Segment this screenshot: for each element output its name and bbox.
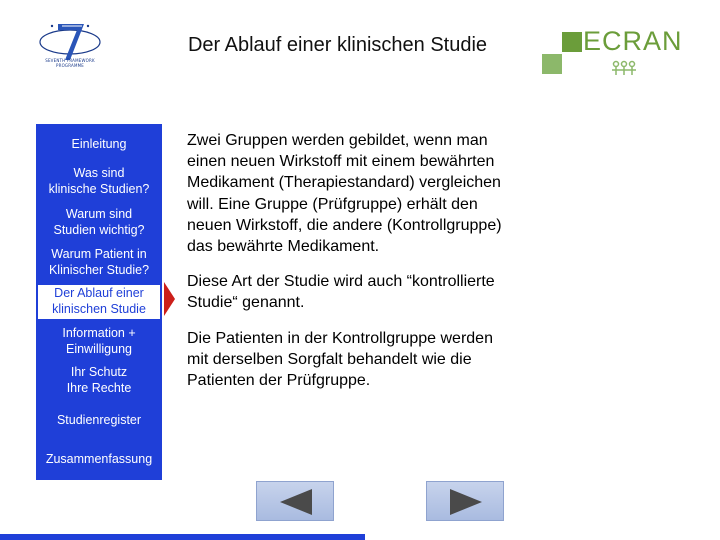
arrow-right-icon <box>446 487 486 517</box>
sidebar-item-warum-patient[interactable] <box>38 246 160 280</box>
sidebar-item-einleitung[interactable] <box>38 136 160 154</box>
sidebar-item-zusammenfassung[interactable] <box>38 451 160 469</box>
main-content <box>187 130 502 405</box>
sidebar-item-studienregister[interactable] <box>38 412 160 430</box>
content-paragraph: Die Patienten in der Kontrollgruppe werden mit derselben Sorgfalt behandelt wie die Patienten der Prüfgruppe. <box>187 329 493 390</box>
content-paragraph: Zwei Gruppen werden gebildet, wenn man einen neuen Wirkstoff mit einem bewährten Medikament (Therapiestandard) vergleichen will. Eine Gruppe (Prüfgruppe) erhält den neuen Wirkstoff, die andere (Kontrollgruppe) das bewährte Medikament. <box>187 132 502 256</box>
sidebar-item-ablauf-active[interactable] <box>38 285 160 319</box>
sidebar-item-information-einwilligung[interactable] <box>38 325 160 359</box>
ecran-logo-text: ECRAN <box>583 26 683 56</box>
sidebar-item-label: Information + Einwilligung <box>62 326 136 356</box>
sidebar-item-label: Studienregister <box>56 413 142 427</box>
next-button[interactable] <box>426 481 504 521</box>
arrow-left-icon <box>276 487 316 517</box>
sidebar-item-warum-sind-studien-wichtig[interactable] <box>38 206 160 240</box>
sidebar-item-label: Warum Patient in Klinischer Studie? <box>48 247 150 277</box>
sidebar-item-label: Was sind klinische Studien? <box>48 166 150 196</box>
slide-title: Der Ablauf einer klinischen Studie <box>187 34 488 56</box>
fp7-logo-caption: SEVENTH FRAMEWORK PROGRAMME <box>45 58 95 68</box>
sidebar-item-label: Einleitung <box>71 137 127 151</box>
sidebar-item-label: Ihr Schutz Ihre Rechte <box>66 365 132 395</box>
bottom-divider-bar <box>0 534 365 540</box>
sidebar-item-was-sind-klinische-studien[interactable] <box>38 165 160 199</box>
red-pointer-icon <box>164 282 175 316</box>
sidebar-item-label: Der Ablauf einer klinischen Studie <box>52 286 146 316</box>
prev-button[interactable] <box>256 481 334 521</box>
sidebar-item-label: Zusammenfassung <box>45 452 153 466</box>
content-paragraph: Diese Art der Studie wird auch “kontrollierte Studie“ genannt. <box>187 273 495 312</box>
sidebar-item-ihr-schutz[interactable] <box>38 364 160 398</box>
sidebar-nav <box>36 124 162 480</box>
sidebar-item-label: Warum sind Studien wichtig? <box>53 207 145 237</box>
